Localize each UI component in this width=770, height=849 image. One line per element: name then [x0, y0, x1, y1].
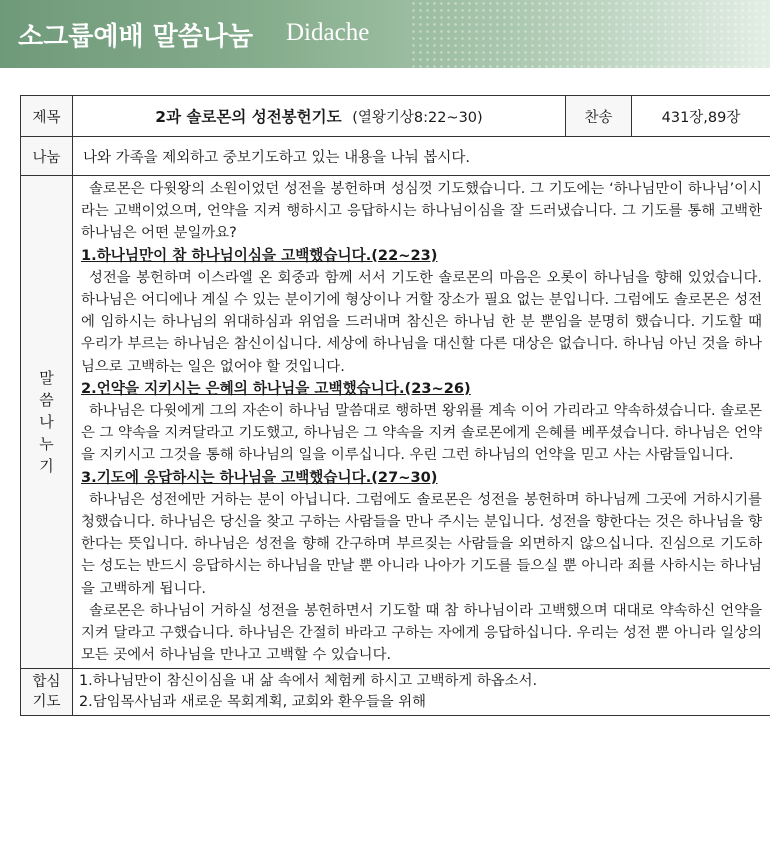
share-row [21, 137, 770, 176]
section-heading: 3.기도에 응답하시는 하나님을 고백했습니다.(27~30) [81, 468, 438, 486]
prayer-label-line: 합심 [32, 674, 61, 691]
prayer-item: 2.담임목사님과 새로운 목회계획, 교회와 환우들을 위해 [79, 694, 427, 711]
share-label: 나눔 [21, 137, 73, 176]
prayer-label [21, 669, 73, 716]
prayer-item: 1.하나님만이 참신이심을 내 삶 속에서 체험케 하시고 고백하게 하옵소서. [79, 673, 538, 690]
header-dot-pattern [410, 0, 770, 68]
section-paragraph: 하나님은 다윗에게 그의 자손이 하나님 말씀대로 행하면 왕위를 계속 이어 가리라고 약속하셨습니다. 솔로몬은 그 약속을 지켜달라고 기도했고, 하나님은 그 약속을 지켜 솔로몬에게 은혜를 베푸셨습니다. 하나님은 언약을 지키시고 그것을 통해 하나님의 일을 이루십니다. 우린 그런 하나님의 언약을 믿고 사는 사람들입니다. [81, 403, 762, 464]
title-label: 제목 [21, 96, 73, 137]
share-question: 나와 가족을 제외하고 중보기도하고 있는 내용을 나눠 봅시다. [73, 137, 770, 176]
intro-paragraph: 솔로몬은 다윗왕의 소원이었던 성전을 봉헌하며 성심껏 기도했습니다. 그 기도에는 ‘하나님만이 하나님’이시라는 고백이었으며, 언약을 지켜 행하시고 응답하시는 하나님이심을 잘 드러냈습니다. 그 기도를 통해 고백한 하나님은 어떤 분일까요? [81, 181, 762, 242]
word-label [21, 176, 73, 669]
word-label-char: 누 [39, 435, 54, 454]
prayer-items [73, 669, 770, 716]
section-paragraph: 솔로몬은 하나님이 거하실 성전을 봉헌하면서 기도할 때 참 하나님이라 고백했으며 대대로 약속하신 언약을 지켜 달라고 구했습니다. 하나님은 간절히 바라고 구하는 자에게 응답하십니다. 우리는 성전 뿐 아니라 일상의 모든 곳에서 하나님을 만나고 고백할 수 있습니다. [81, 602, 762, 664]
lesson-title-cell [73, 96, 566, 137]
section-paragraph: 성전을 봉헌하며 이스라엘 온 회중과 함께 서서 기도한 솔로몬의 마음은 오롯이 하나님을 향해 있었습니다. 하나님은 어디에나 계실 수 있는 분이기에 형상이나 거할 장소가 필요 없는 분입니다. 그럼에도 솔로몬은 성전에 임하시는 하나님의 위대하심과 위엄을 드러내며 참신은 하나님 한 분 뿐임을 분명히 했습니다. 기도할 때 우리가 부르는 하나님은 참신이십니다. 세상에 하나님을 대신할 다른 대상은 없습니다. 하나님 아닌 것을 하나님으로 고백하는 일은 없어야 할 것입니다. [81, 269, 762, 375]
word-label-char: 씀 [39, 391, 54, 410]
word-row [21, 176, 770, 669]
section-heading: 2.언약을 지키시는 은혜의 하나님을 고백했습니다.(23~26) [81, 379, 471, 397]
section-paragraph: 하나님은 성전에만 거하는 분이 아닙니다. 그럼에도 솔로몬은 성전을 봉헌하며 하나님께 그곳에 거하시기를 청했습니다. 하나님은 당신을 찾고 구하는 사람들을 만나 주시는 분입니다. 성전을 향한다는 것은 하나님을 향한다는 뜻입니다. 하나님은 성전을 향해 간구하며 부르짖는 사람들을 외면하지 않으십니다. 진심으로 기도하는 성도는 반드시 응답하시는 하나님을 만날 뿐 아니라 나아가 기도를 들으실 뿐 아니라 죄를 사하시는 하나님을 고백하게 됩니다. [81, 491, 762, 597]
page-header [0, 0, 770, 68]
lesson-title: 2과 솔로몬의 성전봉헌기도 [155, 108, 342, 126]
header-subtitle: Didache [286, 19, 370, 46]
scripture-reference: (열왕기상8:22~30) [352, 110, 483, 126]
prayer-label-line: 기도 [32, 694, 61, 711]
word-label-char: 말 [39, 369, 54, 388]
word-label-char: 기 [39, 457, 54, 476]
hymn-numbers: 431장,89장 [632, 96, 770, 137]
section-heading: 1.하나님만이 참 하나님이심을 고백했습니다.(22~23) [81, 246, 438, 264]
worksheet-table [20, 95, 770, 716]
sermon-body [73, 176, 770, 669]
hymn-label: 찬송 [566, 96, 632, 137]
word-label-char: 나 [39, 413, 54, 432]
header-title: 소그룹예배 말씀나눔 [18, 22, 254, 52]
title-row [21, 96, 770, 137]
prayer-row [21, 669, 770, 716]
